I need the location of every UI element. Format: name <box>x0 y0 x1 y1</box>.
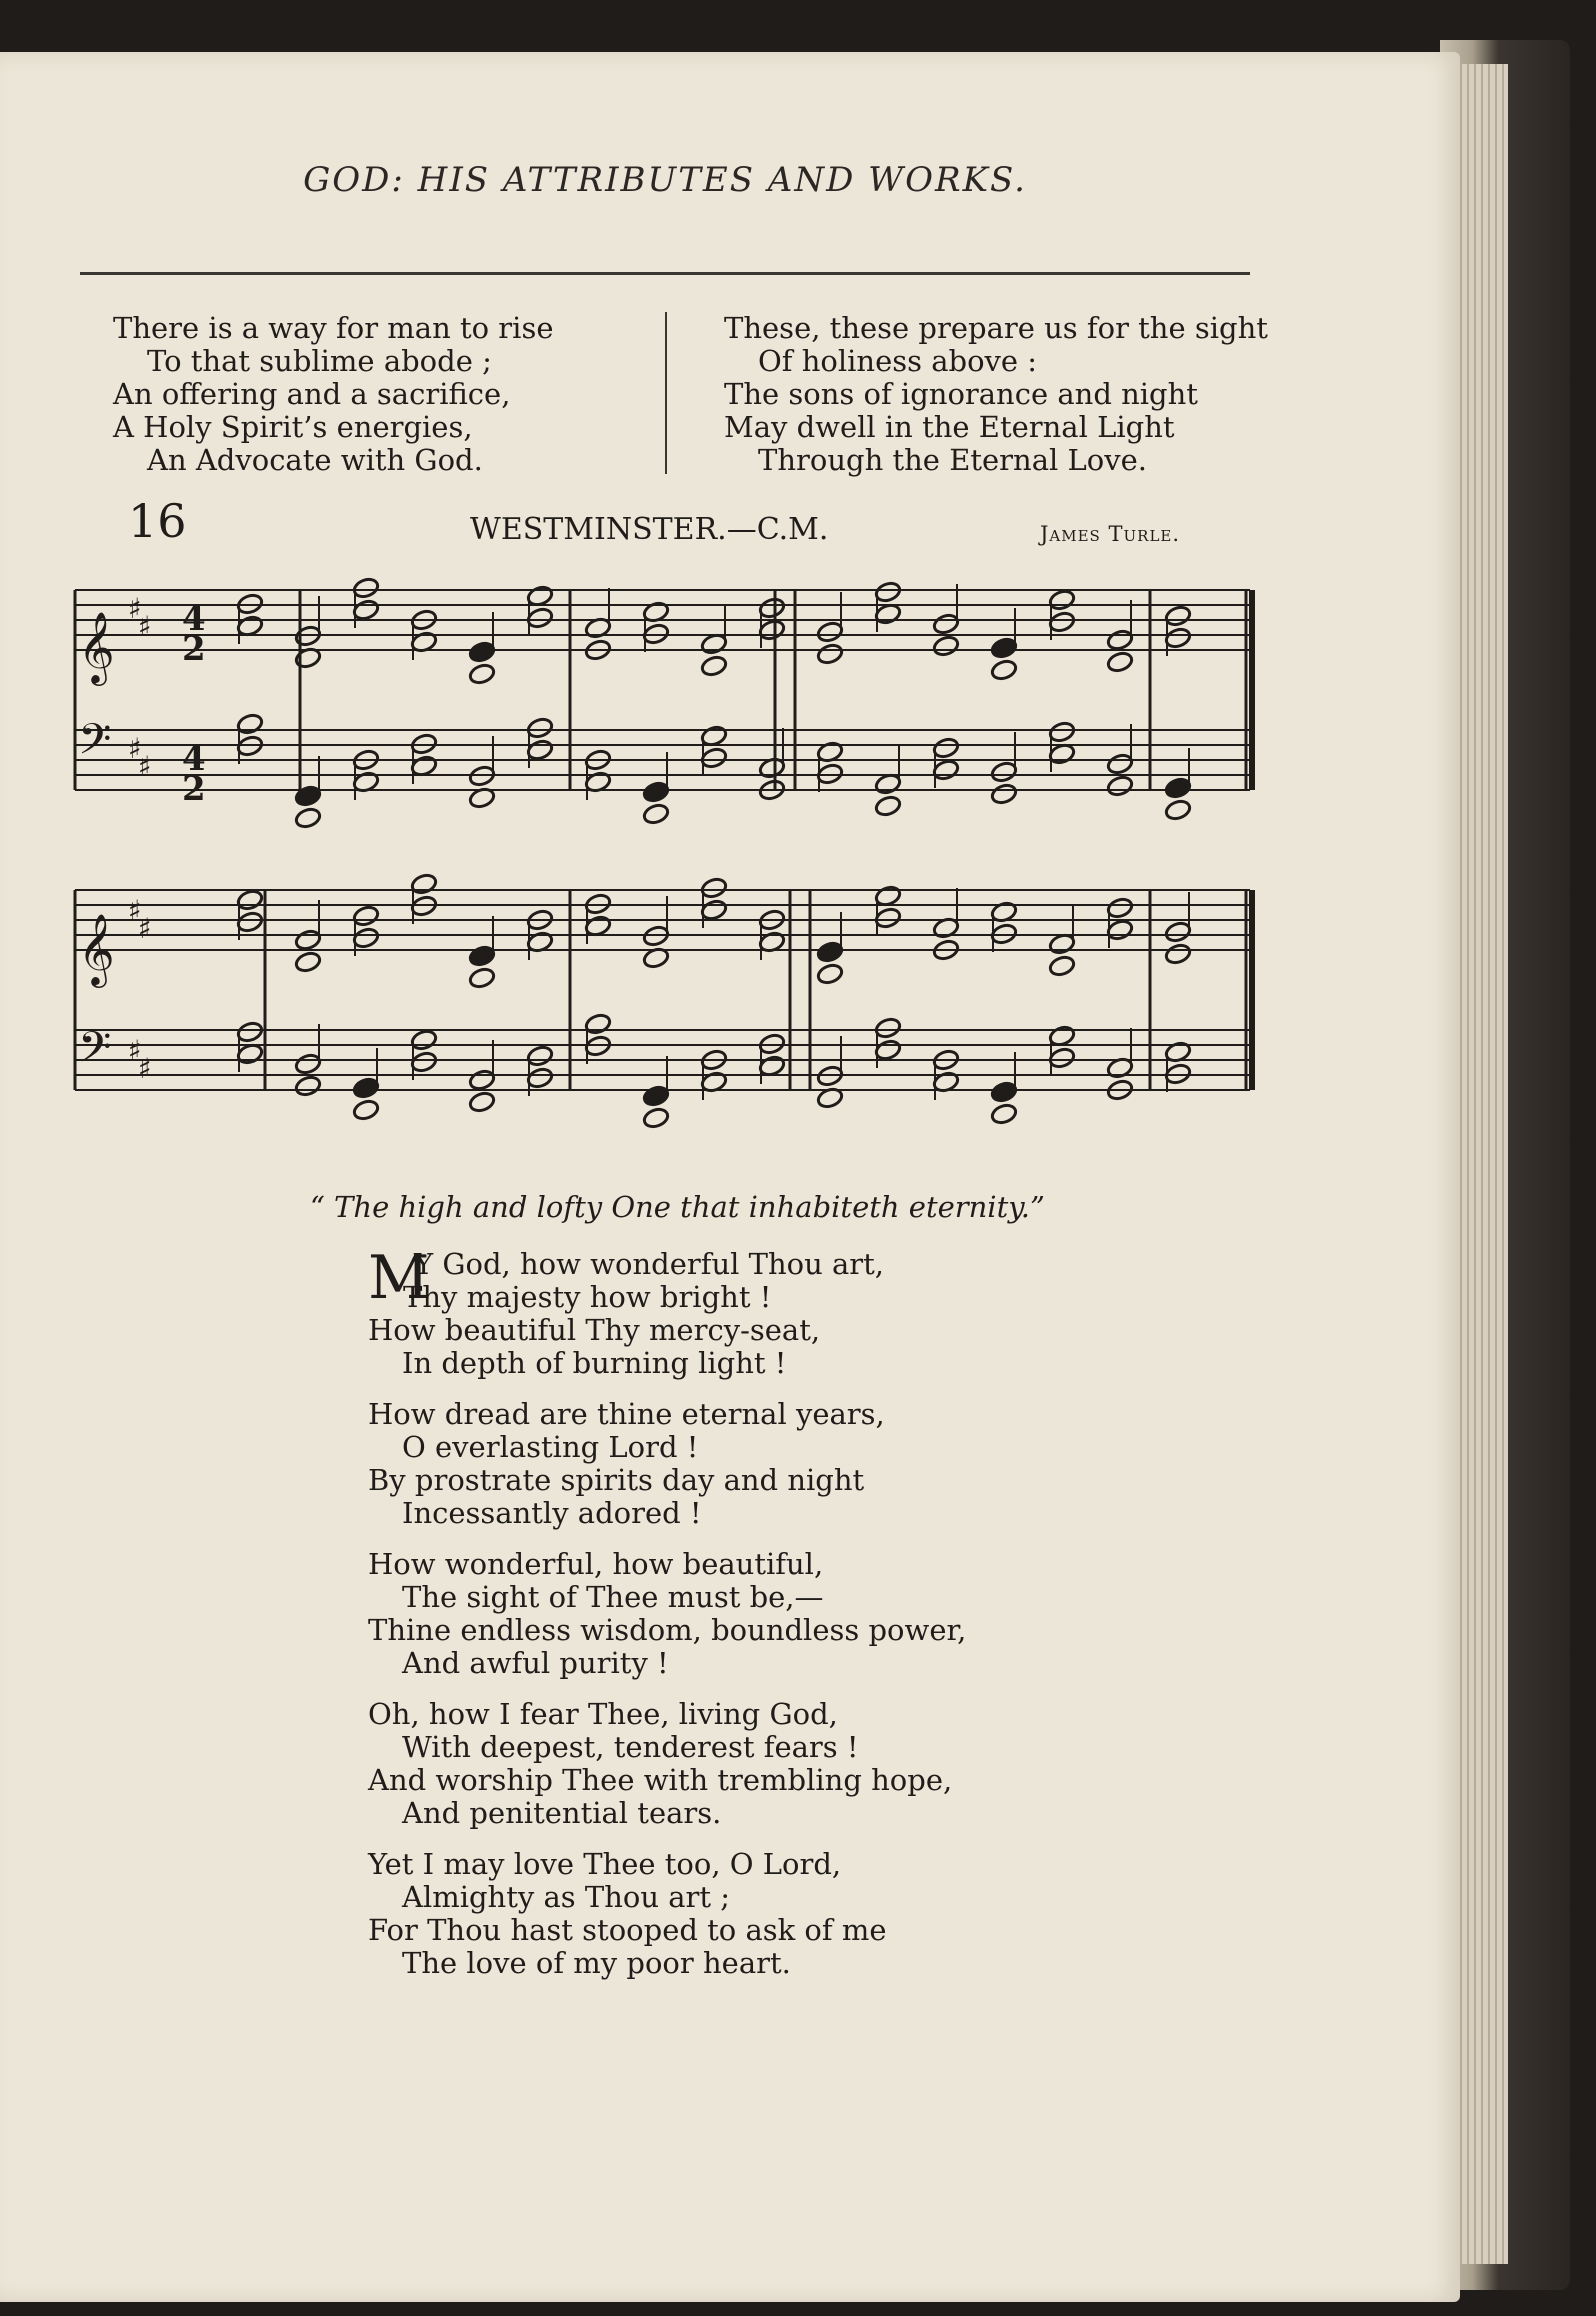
note-head <box>1048 720 1076 743</box>
verse <box>368 1398 966 1530</box>
note-head <box>526 738 554 761</box>
note-head <box>700 746 728 769</box>
note-head <box>758 618 786 641</box>
note-head <box>642 802 670 825</box>
note-head <box>990 1102 1018 1125</box>
time-signature-bottom: 2 <box>182 769 206 809</box>
stanza-line: These, these prepare us for the sight <box>724 311 1268 345</box>
note-head <box>642 1084 670 1107</box>
note-head <box>410 1050 438 1073</box>
note-head <box>352 926 380 949</box>
verse-line: The love of my poor heart. <box>402 1946 791 1980</box>
note-head <box>874 580 902 603</box>
drop-cap: M <box>368 1243 430 1313</box>
verse <box>368 1548 966 1680</box>
stanza-line: The sons of ignorance and night <box>724 377 1198 411</box>
note-head <box>468 1090 496 1113</box>
tune-name: WESTMINSTER.—C.M. <box>470 512 829 547</box>
verse-line: Y God, how wonderful Thou art, <box>414 1247 885 1281</box>
note-head <box>294 928 322 951</box>
stanza-right <box>724 312 1268 477</box>
note-head <box>642 1106 670 1129</box>
note-head <box>352 1076 380 1099</box>
note-head <box>1106 774 1134 797</box>
note-head <box>294 1074 322 1097</box>
bass-clef-icon: 𝄢 <box>78 715 112 775</box>
sharp-icon: ♯ <box>138 912 152 945</box>
note-head <box>1048 954 1076 977</box>
verse-line: Incessantly adored ! <box>402 1496 702 1530</box>
note-head <box>294 784 322 807</box>
hymn-text <box>368 1243 967 1998</box>
note-head <box>1164 942 1192 965</box>
note-head <box>932 758 960 781</box>
note-head <box>468 640 496 663</box>
sharp-icon: ♯ <box>138 1052 152 1085</box>
note-head <box>468 662 496 685</box>
note-head <box>700 898 728 921</box>
note-head <box>1164 776 1192 799</box>
verse-line: Thine endless wisdom, boundless power, <box>368 1613 967 1647</box>
verse-line: And awful purity ! <box>402 1646 669 1680</box>
verse-line: By prostrate spirits day and night <box>368 1463 865 1497</box>
note-head <box>352 576 380 599</box>
note-head <box>584 1012 612 1035</box>
note-head <box>468 966 496 989</box>
note-head <box>1106 628 1134 651</box>
note-head <box>526 606 554 629</box>
note-head <box>1106 650 1134 673</box>
verse <box>368 1243 966 1380</box>
note-head <box>352 1098 380 1121</box>
note-head <box>932 634 960 657</box>
time-signature-top: 4 <box>182 739 206 779</box>
composer-name: James Turle. <box>1040 522 1181 546</box>
note-head <box>352 598 380 621</box>
hymn-epigraph: “ The high and lofty One that inhabiteth eternity.” <box>310 1190 1045 1224</box>
note-head <box>700 876 728 899</box>
note-head <box>1106 918 1134 941</box>
note-head <box>294 950 322 973</box>
verse-line: Almighty as Thou art ; <box>402 1880 731 1914</box>
note-head <box>1048 1046 1076 1069</box>
note-head <box>700 654 728 677</box>
verse-line: Thy majesty how bright ! <box>403 1280 772 1314</box>
sharp-icon: ♯ <box>138 750 152 783</box>
verse-line: In depth of burning light ! <box>402 1346 787 1380</box>
note-head <box>468 1068 496 1091</box>
stanza-line: An Advocate with God. <box>147 443 483 477</box>
note-head <box>1106 752 1134 775</box>
note-head <box>236 712 264 735</box>
note-head <box>1048 588 1076 611</box>
column-divider <box>665 312 667 474</box>
running-header: GOD: HIS ATTRIBUTES AND WORKS. <box>303 160 1027 200</box>
note-head <box>236 910 264 933</box>
header-rule <box>80 272 1250 275</box>
time-signature-top: 4 <box>182 599 206 639</box>
treble-clef-icon: 𝄞 <box>78 912 115 985</box>
note-head <box>526 1066 554 1089</box>
verse <box>368 1698 966 1830</box>
note-head <box>642 780 670 803</box>
verse-line: For Thou hast stooped to ask of me <box>368 1913 887 1947</box>
note-head <box>294 1052 322 1075</box>
note-head <box>1048 610 1076 633</box>
note-head <box>816 642 844 665</box>
verse-line: Oh, how I fear Thee, living God, <box>368 1697 838 1731</box>
verse-line: How dread are thine eternal years, <box>368 1397 885 1431</box>
note-head <box>990 636 1018 659</box>
note-head <box>874 1016 902 1039</box>
verse-line: O everlasting Lord ! <box>402 1430 699 1464</box>
note-head <box>1164 920 1192 943</box>
stanza-line: A Holy Spirit’s energies, <box>113 410 473 444</box>
verse-line: How wonderful, how beautiful, <box>368 1547 824 1581</box>
verse-line: The sight of Thee must be,— <box>402 1580 824 1614</box>
note-head <box>990 658 1018 681</box>
stanza-left <box>113 312 554 477</box>
note-head <box>352 904 380 927</box>
sharp-icon: ♯ <box>128 1034 142 1067</box>
note-head <box>990 782 1018 805</box>
note-head <box>1164 626 1192 649</box>
note-head <box>526 1044 554 1067</box>
note-head <box>874 906 902 929</box>
verse-line: With deepest, tenderest fears ! <box>402 1730 859 1764</box>
stanza-line: There is a way for man to rise <box>113 311 554 345</box>
verse-line: Yet I may love Thee too, O Lord, <box>368 1847 842 1881</box>
music-score <box>70 560 1255 1150</box>
note-head <box>1106 896 1134 919</box>
note-head <box>294 806 322 829</box>
note-head <box>1164 604 1192 627</box>
note-head <box>990 760 1018 783</box>
note-head <box>526 716 554 739</box>
time-signature-bottom: 2 <box>182 629 206 669</box>
note-head <box>874 1038 902 1061</box>
stanza-line: An offering and a sacrifice, <box>113 377 511 411</box>
stanza-line: Of holiness above : <box>758 344 1038 378</box>
note-head <box>816 620 844 643</box>
verse <box>368 1848 966 1980</box>
note-head <box>758 596 786 619</box>
stanza-line: Through the Eternal Love. <box>758 443 1147 477</box>
hymn-number: 16 <box>128 494 187 548</box>
verse-line: And worship Thee with trembling hope, <box>368 1763 953 1797</box>
note-head <box>816 940 844 963</box>
note-head <box>932 612 960 635</box>
note-head <box>410 872 438 895</box>
treble-clef-icon: 𝄞 <box>78 610 115 683</box>
verse-line: How beautiful Thy mercy-seat, <box>368 1313 821 1347</box>
stanza-line: To that sublime abode ; <box>147 344 492 378</box>
note-head <box>816 962 844 985</box>
note-head <box>932 736 960 759</box>
stanza-line: May dwell in the Eternal Light <box>724 410 1175 444</box>
note-head <box>874 794 902 817</box>
verse-line: And penitential tears. <box>402 1796 722 1830</box>
sharp-icon: ♯ <box>128 592 142 625</box>
note-head <box>468 944 496 967</box>
sharp-icon: ♯ <box>138 610 152 643</box>
note-head <box>236 888 264 911</box>
bass-clef-icon: 𝄢 <box>78 1023 112 1083</box>
sharp-icon: ♯ <box>128 894 142 927</box>
note-head <box>410 1028 438 1051</box>
note-head <box>1164 798 1192 821</box>
note-head <box>990 1080 1018 1103</box>
sharp-icon: ♯ <box>128 732 142 765</box>
note-head <box>236 1020 264 1043</box>
